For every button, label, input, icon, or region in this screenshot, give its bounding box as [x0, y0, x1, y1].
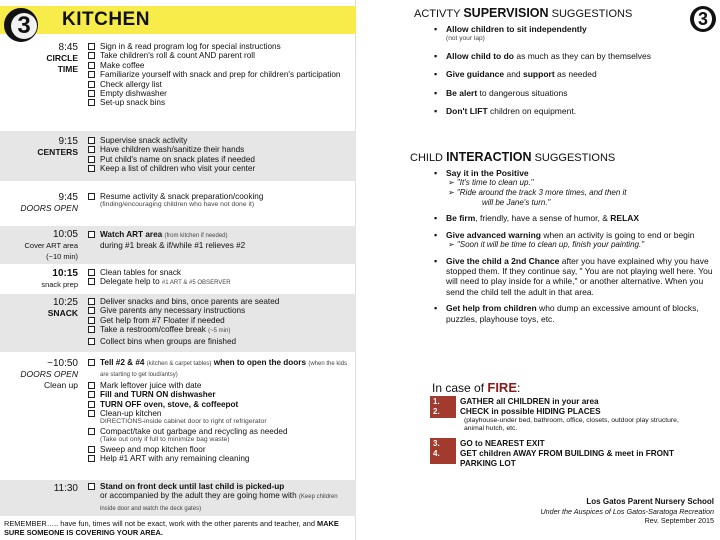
time-label: 11:30 — [53, 483, 78, 494]
task-item[interactable]: Get help from #7 Floater if needed — [88, 316, 354, 325]
checkbox-icon — [88, 317, 95, 324]
checkbox-icon — [88, 483, 95, 490]
checkbox-icon — [88, 278, 95, 285]
schedule-block-centers — [0, 131, 356, 181]
checkbox-icon — [88, 401, 95, 408]
checkbox-icon — [88, 81, 95, 88]
schedule-block-doors-open — [0, 186, 356, 222]
task-item[interactable]: Tell #2 & #4 (kitchen & carpet tables) when to open the doors (when the kids are starting to get loud/antsy) — [88, 358, 354, 381]
supervision-list — [434, 24, 719, 116]
footer: Los Gatos Parent Nursery School Under the Auspices of Los Gatos-Saratoga Recreation Rev. September 2015 — [540, 497, 714, 526]
task-item[interactable]: Supervise snack activity — [88, 136, 354, 145]
task-item[interactable]: Have children wash/sanitize their hands — [88, 145, 354, 154]
time-label: 9:45 DOORS OPEN — [20, 192, 78, 213]
checkbox-icon — [88, 146, 95, 153]
checkbox-icon — [88, 410, 95, 417]
interaction-list — [434, 168, 719, 324]
step-number: 3. 4. — [430, 438, 456, 464]
schedule-block-pickup — [0, 480, 356, 516]
fire-title: In case of FIRE: — [432, 380, 521, 395]
checkbox-icon — [88, 62, 95, 69]
kitchen-header — [0, 6, 356, 39]
task-item[interactable]: Make coffee — [88, 61, 354, 70]
task-list — [88, 230, 354, 251]
checkbox-icon — [88, 338, 95, 345]
task-item[interactable]: Mark leftover juice with date — [88, 381, 354, 390]
task-item[interactable]: Sweep and mop kitchen floor — [88, 445, 354, 454]
task-item[interactable]: Collect bins when groups are finished — [88, 337, 354, 346]
fire-steps — [426, 396, 696, 472]
quote: ➢ "Soon it will be time to clean up, finish your painting." — [448, 240, 645, 249]
task-item[interactable]: TURN OFF oven, stove, & coffeepot — [88, 400, 354, 409]
step-number: 1. 2. — [430, 396, 456, 418]
station-number-badge: 3 — [690, 6, 716, 32]
task-item[interactable]: Familiarize yourself with snack and prep for children's participation — [88, 70, 354, 79]
task-list — [88, 42, 354, 108]
fire-step: GO to NEAREST EXIT GET children AWAY FROM BUILDING & meet in FRONT PARKING LOT — [460, 439, 674, 468]
quote: will be Jane's turn." — [482, 197, 551, 207]
time-label: 10:25 SNACK — [47, 297, 78, 318]
task-item[interactable]: Fill and TURN ON dishwasher — [88, 390, 354, 399]
task-item[interactable]: Empty dishwasher — [88, 89, 354, 98]
schedule-block-clean-up — [0, 356, 356, 480]
task-note: (Take out only if full to minimize bag waste) — [100, 436, 230, 444]
task-item[interactable]: Watch ART area (from kitchen if needed) during #1 break & if/while #1 relieves #2 — [88, 230, 354, 251]
schedule-block-circle-time — [0, 40, 356, 128]
list-item: ▪ Allow children to sit independently (not your lap) — [434, 24, 719, 45]
checkbox-icon — [88, 231, 95, 238]
task-item[interactable]: Put child's name on snack plates if needed — [88, 155, 354, 164]
time-label: 10:05 Cover ART area (~10 min) — [24, 229, 78, 261]
task-item[interactable]: Set-up snack bins — [88, 98, 354, 107]
checkbox-icon — [88, 428, 95, 435]
task-list — [88, 136, 354, 174]
task-item[interactable]: Give parents any necessary instructions — [88, 306, 354, 315]
list-item: ▪ Say it in the Positive — [434, 168, 719, 178]
task-item[interactable]: Clean-up kitchen — [88, 409, 354, 418]
checkbox-icon — [88, 71, 95, 78]
task-item[interactable]: Delegate help to #1 ART & #5 OBSERVER — [88, 277, 354, 288]
list-item: ▪ Allow child to do as much as they can by themselves — [434, 51, 719, 61]
suggestions-panel — [364, 0, 720, 540]
quote: ➢ "Ride around the track 3 more times, and then it — [448, 188, 627, 197]
task-note: DIRECTIONS-inside cabinet door to right of refrigerator — [100, 418, 267, 426]
checkbox-icon — [88, 455, 95, 462]
task-list — [88, 268, 354, 289]
time-label: 9:15 CENTERS — [37, 136, 78, 157]
task-item[interactable]: Compact/take out garbage and recycling as needed — [88, 427, 354, 436]
checkbox-icon — [88, 326, 95, 333]
task-item[interactable]: Keep a list of children who visit your center — [88, 164, 354, 173]
remember-note: REMEMBER….. have fun, times will not be exact, work with the other parents and teacher, and MAKE SURE SOMEONE IS COVERING YOUR AREA. — [4, 519, 339, 537]
task-list — [88, 482, 354, 514]
task-item[interactable]: Help #1 ART with any remaining cleaning — [88, 454, 354, 463]
task-item[interactable]: Take children's roll & count AND parent roll — [88, 51, 354, 60]
list-item: ▪ Give the child a 2nd Chance after you have explained why you have stopped them. If they continue say, " You are not playing well here. You will need to play inside for a while," or another alternative. When you send the child tell the adult in that area. — [434, 256, 719, 298]
checkbox-icon — [88, 391, 95, 398]
supervision-title: ACTIVTY SUPERVISION SUGGESTIONS — [414, 6, 633, 20]
checkbox-icon — [88, 165, 95, 172]
schedule-block-snack-prep — [0, 266, 356, 294]
time-label: 10:15 snack prep — [41, 268, 78, 289]
interaction-title: CHILD INTERACTION SUGGESTIONS — [410, 150, 616, 164]
checkbox-icon — [88, 307, 95, 314]
checkbox-icon — [88, 298, 95, 305]
checkbox-icon — [88, 90, 95, 97]
task-item[interactable]: Resume activity & snack preparation/cooking — [88, 192, 354, 201]
task-item[interactable]: Stand on front deck until last child is picked-up or accompanied by the adult they are going home with (Keep children inside door and watch the deck gates) — [88, 482, 354, 514]
list-item: ▪ Give advanced warning when an activity is going to end or begin — [434, 230, 719, 240]
page-title: KITCHEN — [62, 9, 150, 30]
time-label: 8:45 CIRCLE TIME — [46, 42, 78, 74]
task-item[interactable]: Take a restroom/coffee break (~5 min) — [88, 325, 354, 336]
checkbox-icon — [88, 52, 95, 59]
checkbox-icon — [88, 269, 95, 276]
checkbox-icon — [88, 446, 95, 453]
task-item[interactable]: Clean tables for snack — [88, 268, 354, 277]
task-item[interactable]: Check allergy list — [88, 80, 354, 89]
list-item: ▪ Don't LIFT children on equipment. — [434, 106, 719, 116]
list-item: ▪ Get help from children who dump an excessive amount of blocks, puzzles, playhouse toys, etc. — [434, 303, 719, 324]
task-list — [88, 192, 354, 210]
time-label: ~10:50 DOORS OPEN Clean up — [20, 358, 78, 390]
checkbox-icon — [88, 382, 95, 389]
checkbox-icon — [88, 156, 95, 163]
checkbox-icon — [88, 43, 95, 50]
task-item[interactable]: Sign in & read program log for special instructions — [88, 42, 354, 51]
quote: ➢ "It's time to clean up." — [448, 178, 534, 188]
list-item: ▪ Be firm, friendly, have a sense of humor, & RELAX — [434, 213, 719, 223]
list-item: ▪ Be alert to dangerous situations — [434, 88, 719, 98]
schedule-block-snack — [0, 294, 356, 352]
task-item[interactable]: Deliver snacks and bins, once parents are seated — [88, 297, 354, 306]
task-note: (finding/encouraging children who have not done it) — [100, 201, 255, 209]
checkbox-icon — [88, 137, 95, 144]
task-list — [88, 297, 354, 346]
station-number-badge: 3 — [4, 8, 38, 42]
kitchen-schedule — [0, 0, 356, 540]
checkbox-icon — [88, 99, 95, 106]
checkbox-icon — [88, 359, 95, 366]
fire-step: GATHER all CHILDREN in your area CHECK in possible HIDING PLACES (playhouse-under bed, bathroom, office, closets, outdoor play structure, animal hutch, etc. — [460, 397, 679, 432]
task-list — [88, 358, 354, 463]
schedule-block-cover-art — [0, 226, 356, 264]
list-item: ▪ Give guidance and support as needed — [434, 69, 719, 79]
checkbox-icon — [88, 193, 95, 200]
